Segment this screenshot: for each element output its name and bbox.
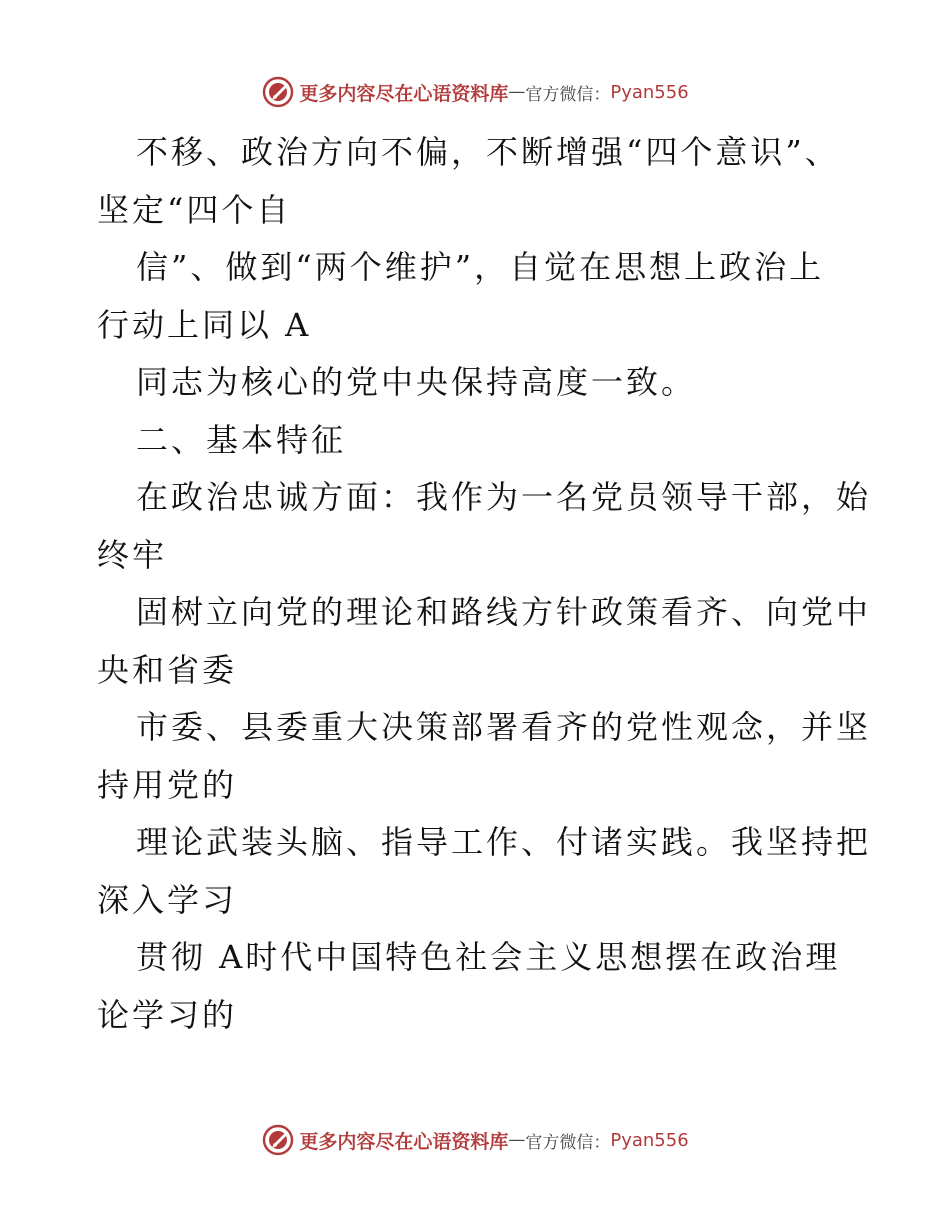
pen-logo-icon [261,1123,295,1157]
text-line: 二、基本特征 [136,420,347,459]
text-line: 坚定“四个自 [97,190,292,229]
watermark-account-label: 官方微信： [525,1132,611,1153]
watermark-account-label: 官方微信： [525,84,611,105]
text-line: 在政治忠诚方面：我作为一名党员领导干部，始 [136,478,872,516]
watermark-main: 更多内容尽在心语资料库 [299,82,509,105]
watermark-dash: — [508,82,526,102]
text-line: 终牢 [97,535,168,574]
text-line: 理论武装头脑、指导工作、付诸实践。我坚持把 [136,823,872,861]
watermark-account-id: Pyan556 [610,1129,689,1151]
text-line: 持用党的 [97,765,238,804]
text-line: 同志为核心的党中央保持高度一致。 [136,363,697,401]
watermark-account-id: Pyan556 [610,81,689,103]
text-line: 信”、做到“两个维护”，自觉在思想上政治上 [136,248,825,286]
text-line: 市委、县委重大决策部署看齐的党性观念，并坚 [136,708,872,746]
text-line: 深入学习 [97,880,238,919]
pen-logo-icon [261,75,295,109]
text-line: 央和省委 [97,650,238,689]
text-line: 不移、政治方向不偏，不断增强“四个意识”、 [136,133,840,171]
text-line: 固树立向党的理论和路线方针政策看齐、向党中 [136,593,872,631]
watermark-main: 更多内容尽在心语资料库 [299,1130,509,1153]
watermark-dash: — [508,1130,526,1150]
document-body [97,124,872,1044]
footer-watermark [0,1120,950,1160]
text-line: 贯彻 A时代中国特色社会主义思想摆在政治理 [136,938,841,976]
text-line: 论学习的 [97,995,238,1034]
header-watermark [0,72,950,112]
text-line: 行动上同以 A [97,305,312,344]
